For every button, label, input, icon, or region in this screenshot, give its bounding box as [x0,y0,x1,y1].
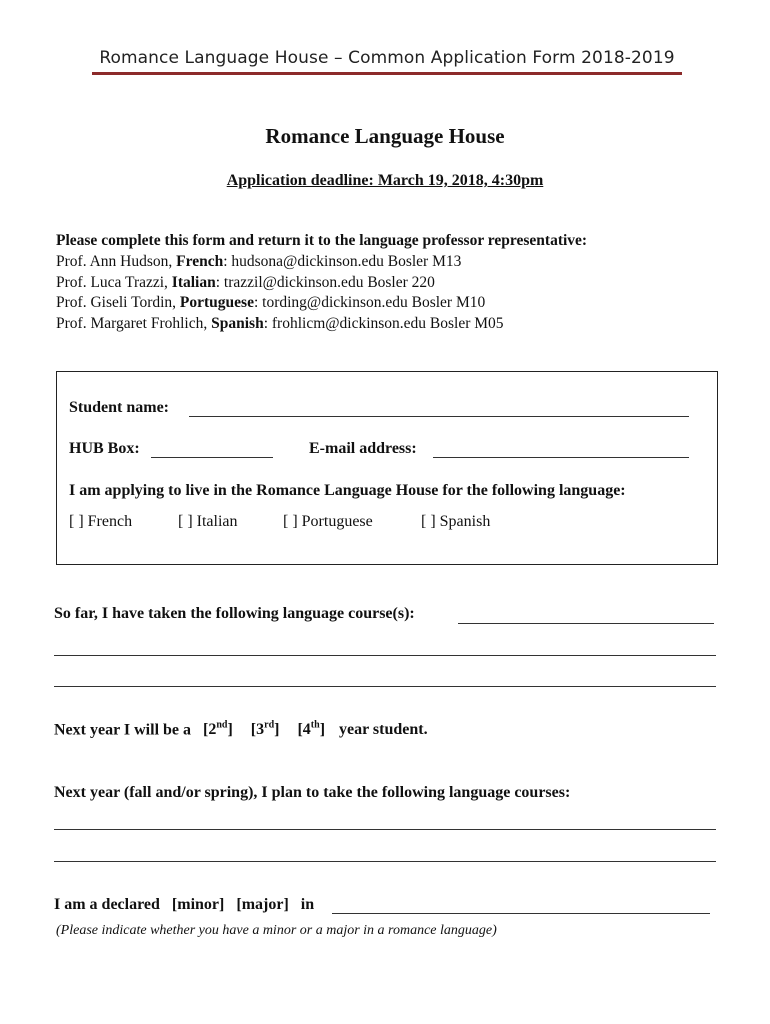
year-option-2nd[interactable] [203,721,233,738]
year-option-3rd-bracket: ] [274,721,280,739]
year-option-2nd-label: [2 [203,721,217,739]
year-option-4th[interactable] [297,721,325,738]
email-label: E-mail address: [309,440,417,457]
courses-taken-line-3[interactable] [54,686,716,687]
hub-box-field[interactable] [151,457,273,458]
declared-language-field[interactable] [332,913,710,914]
contact-name: Prof. Giseli Tordin, [56,294,180,312]
year-option-4th-suffix: th [310,720,320,731]
declared-minor-option[interactable]: [minor] [171,896,225,913]
year-suffix: year student. [339,721,428,739]
year-option-3rd[interactable] [251,721,280,738]
contact-details: : frohlicm@dickinson.edu Bosler M05 [263,315,504,333]
student-name-label: Student name: [69,399,170,416]
instructions [56,231,587,335]
contact-name: Prof. Ann Hudson, [56,252,177,270]
declared-major-option[interactable]: [major] [236,896,289,913]
application-deadline: Application deadline: March 19, 2018, 4:30pm [226,172,544,189]
instructions-lead: Please complete this form and return it to the language professor representative: [56,232,588,249]
planned-courses-label: Next year (fall and/or spring), I plan to take the following language courses: [54,784,571,801]
contact-language: Spanish [211,315,264,333]
year-option-3rd-suffix: rd [264,720,275,731]
email-field[interactable] [433,457,689,458]
student-info-box [56,371,718,565]
contact-language: Portuguese [179,294,254,312]
hub-box-label: HUB Box: [69,440,140,457]
page-header: Romance Language House – Common Application Form 2018-2019 [99,48,675,68]
year-option-4th-bracket: ] [319,721,326,739]
contact-spanish [56,314,587,335]
declared-in: in [300,896,315,913]
language-prompt: I am applying to live in the Romance Language House for the following language: [69,482,626,499]
option-spanish[interactable]: [ ] Spanish [421,513,491,530]
contact-language: French [176,252,224,270]
contact-details: : tording@dickinson.edu Bosler M10 [253,294,486,312]
contact-italian [56,273,587,294]
contact-language: Italian [171,273,216,291]
year-option-2nd-suffix: nd [216,720,228,731]
declared-note: (Please indicate whether you have a minor or a major in a romance language) [56,923,497,938]
courses-taken-field[interactable] [458,623,714,624]
student-name-field[interactable] [189,416,689,417]
option-italian[interactable]: [ ] Italian [178,513,238,530]
year-prefix: Next year I will be a [54,721,192,739]
contact-french [56,252,587,273]
courses-taken-label: So far, I have taken the following language course(s): [54,605,415,622]
year-option-3rd-label: [3 [250,721,265,739]
contact-name: Prof. Margaret Frohlich, [56,315,212,333]
contact-portuguese [56,293,587,314]
form-title: Romance Language House [265,124,505,148]
planned-courses-line-2[interactable] [54,861,716,862]
declared-question [54,896,314,914]
year-option-2nd-bracket: ] [227,721,233,739]
year-question [54,720,428,739]
header-divider [92,72,682,75]
year-option-4th-label: [4 [297,721,311,739]
courses-taken-line-2[interactable] [54,655,716,656]
contact-details: : trazzil@dickinson.edu Bosler 220 [215,273,435,291]
option-french[interactable]: [ ] French [69,513,133,530]
option-portuguese[interactable]: [ ] Portuguese [283,513,373,530]
contact-name: Prof. Luca Trazzi, [56,273,172,291]
planned-courses-line-1[interactable] [54,829,716,830]
contact-details: : hudsona@dickinson.edu Bosler M13 [223,252,462,270]
declared-prefix: I am a declared [54,896,160,913]
